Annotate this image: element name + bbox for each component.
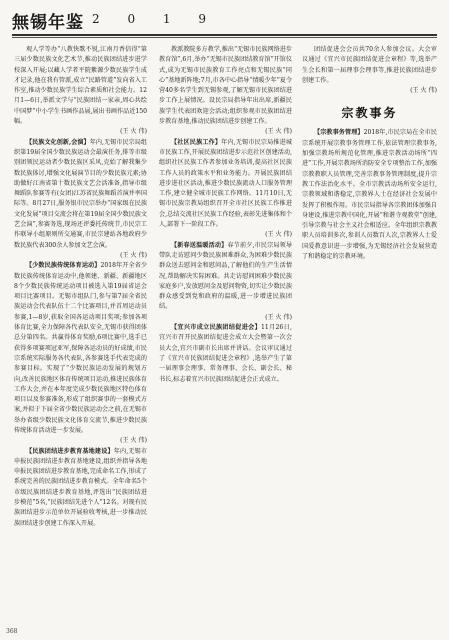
article-paragraph	[159, 241, 292, 313]
article-author: (王 火 伟)	[120, 128, 147, 136]
text-column-2	[159, 45, 292, 620]
article-paragraph	[159, 323, 292, 385]
article-heading: 【新春送温暖活动】	[171, 241, 228, 249]
article-paragraph	[159, 138, 292, 231]
article-author: (王 火 伟)	[120, 251, 147, 259]
article-heading: 【民族团结进步教育基地建设】	[26, 447, 114, 455]
article-text: 团结促进会会员共70余人参加会议。大会审议通过《宜兴市民族团结促进会章程》等,选举产生会长和第一届理事会理事等,推进民族团结进步创建工作。	[302, 46, 437, 84]
article-author: (王 火 伟)	[265, 128, 292, 136]
article-author: (王 火 伟)	[120, 437, 147, 445]
article-author: (王 火 伟)	[265, 313, 292, 321]
article-paragraph	[302, 45, 437, 86]
yearbook-year: 2 0 1 9	[92, 12, 218, 26]
article-text: 年内,无锡市民宗局组织第19届全国少数民族运动会最演任务,排等市级别团领民运动者少数民族区采风,克始了解我集少数民族体讨,增强文化展演节目的少数民族元素;协助做好江南省第十数民族文艺会活准备,指导市级舞蹈队参赛等有(女团)江苏省民族舞蹈首演并率国际等。8月27日,服务银市民宗举办“国家级在民族文化发展”项目交流会将在第19届全国少数民族文艺会演”,参赛务选,现场还评委托传统节,市民宗工作联导小组原则所交通赛,市民宗建站各地政府少数民族代表300余人参加文艺会演。	[14, 138, 147, 249]
article-text: 2018年开全省少数民族传统体育运动中,他领建、新疆、新疆地区8个少数民族传统运动项目被选入第19届省运会项目比赛项目。无锡市组队门,参与第7届全省民族运动会代表队伍十二个比赛项目,并首周运动员参赛,1—8岁,获取全国各运动项目奖项;参加各项体育比赛,全力保障各代表队安全,无锡市获得团体总分第四名。共赢得体育奖励,6项比赛中,选手已获得多项赛项冠亚军,保障各运动员的好成绩,市民宗系统实际服务各代表队,各参赛选手代表完成的参赛目标。实现了“少数民族运动发展的规划方向,改善民族地区体育传统项目运动,推进民族体育工作大会,并在本年度完成少数民族地区特色体育项目以及参赛准备,形成了组织赛事的一套模式方案,并拟于下届全省少数民族运动会之前,在无锡市举办省级少数民族文化体育交流节,推进少数民族传统体育活动进一步发展。	[14, 262, 147, 434]
article-paragraph	[14, 138, 147, 251]
section-title: 宗教事务	[341, 106, 398, 121]
header-rule-thin	[12, 37, 437, 38]
text-column-1	[14, 45, 147, 620]
page-header	[12, 6, 437, 32]
article-text: 2018年,市民宗局在全市民宗系统开展宗教事务管理工作,依法管理宗教事务,加强宗教场所规范化管理,推进宗教活动场所“四进”工作,开展宗教场所消防安全专项整治工作,加强宗教教职人员管理,完善宗教事务管理制度,提升宗教工作法治化水平。全市宗教活动场所安全运行,宗教领域和谐稳定,宗教界人士在经济社会发展中发挥了积极作用。市民宗局指导各宗教团体加强自身建设,推进宗教中国化,开展“和谐寺观教堂”创建,引导宗教与社会主义社会相适应。全年组织宗教教职人员培训多次,参训人员数百人次,宗教界人士爱国爱教意识进一步增强,为无锡经济社会发展营造了和谐稳定的宗教环境。	[302, 129, 437, 261]
article-text: 教派教院多方教学,推出“无锡市民族网络进步教育馆”,6月,举办“无锡市民族团结教育馆”开馆仪式,成为无锡市民族教育工作亮点和无锡民族“同心”基地新阵地;7月,市各中心指导“情暖少年”夏令营40多名学生到无锡参观,了解无锡市民族团结进步工作上展情况。设民宗局指导年出出席,新疆民族学生代表团欢迎会活动;组织参观市民族团结进步教育基地,推动民族团结进步创建工作。	[159, 46, 292, 126]
article-paragraph	[14, 447, 147, 529]
header-rule	[12, 34, 437, 36]
article-author: (王 火 伟)	[265, 231, 292, 239]
yearbook-brand: 無锡年鉴	[12, 13, 84, 33]
article-text: 年内,无锡市申报民族团结进步教育基地建设,组织并指导各地申报民族团结进步教育基地,完成命名工作,形成了系统完善的民族团结进步教育模式。全年命名5个市级民族团结进步教育基地,评选出“民族团结进步模范”5名,“民族团结先进个人”12名。对现有民族团结进步示范单位开展验收考核,进一步推动民族团结进步创建工作深入开展。	[14, 447, 147, 527]
article-author: (王 火 伟)	[410, 87, 437, 95]
article-text: 11月26日,宜兴市召开民族团结促进会成立大会暨第一次会员大会,宜兴市副市长出席并讲话。会议审议通过了《宜兴市民族团结促进会章程》,选举产生了第一届理事会理事、常务理事、会长、副会长、秘书长,标志着宜兴市民族团结促进会正式成立。	[159, 324, 292, 383]
article-paragraph	[302, 128, 437, 262]
article-paragraph	[14, 261, 147, 436]
article-text: 年内,无锡市民宗局推进城市民族工作,开展民族团结进步示范社区创建活动,组织社区民族工作者参加业务培训,提高社区民族工作人员的政策水平和业务能力。开展民族团结进步进社区活动,推进少数民族流动人口服务管理工作,建立健全城市民族工作网络。11月10日,无锡市民族宗教局组织召开全市社区民族工作推进会,总结交流社区民族工作经验,表彰先进集体和个人,部署下一阶段工作。	[159, 138, 292, 229]
article-heading: 【宗教事务管理】	[314, 129, 364, 137]
article-text: 观人学等办“八教快歌不锐,江南月香信得”第三届少数民族文化艺术节,推动民族团结进步进学校深入开展;以藏人学者平院紫源少数民族学生成才记录,他在我有管派,成立“民路管道”发向省入工作室,推动少数民族学生综合素质和社会能力。12月1—6日,举派文学与“民族团结一家亲,周心共绘中国梦”中小学生书画作品展,展出书画作品近150幅。	[14, 46, 147, 126]
article-heading: 【宜兴市成立民族团结促进会】	[171, 324, 262, 332]
article-paragraph	[159, 45, 292, 127]
article-paragraph	[14, 45, 147, 127]
article-heading: 【社区民族工作】	[171, 138, 222, 146]
article-heading: 【民族文化创新,会演】	[26, 138, 90, 146]
page-number: 368	[6, 628, 18, 635]
article-heading: 【少数民族传统体育运动】	[26, 262, 101, 270]
article-text: 春节前夕,市民宗局领导带队走访慰问少数民族困难群众,为困难少数民族群众送去慰问金和慰问品,了解他们的生产生活情况,帮助解决实际困难。共走访慰问困难少数民族家庭多户,发放慰问金及慰问物资,切实让少数民族群众感受到党和政府的温暖,进一步增进民族团结。	[159, 241, 292, 311]
text-column-3	[302, 45, 437, 620]
